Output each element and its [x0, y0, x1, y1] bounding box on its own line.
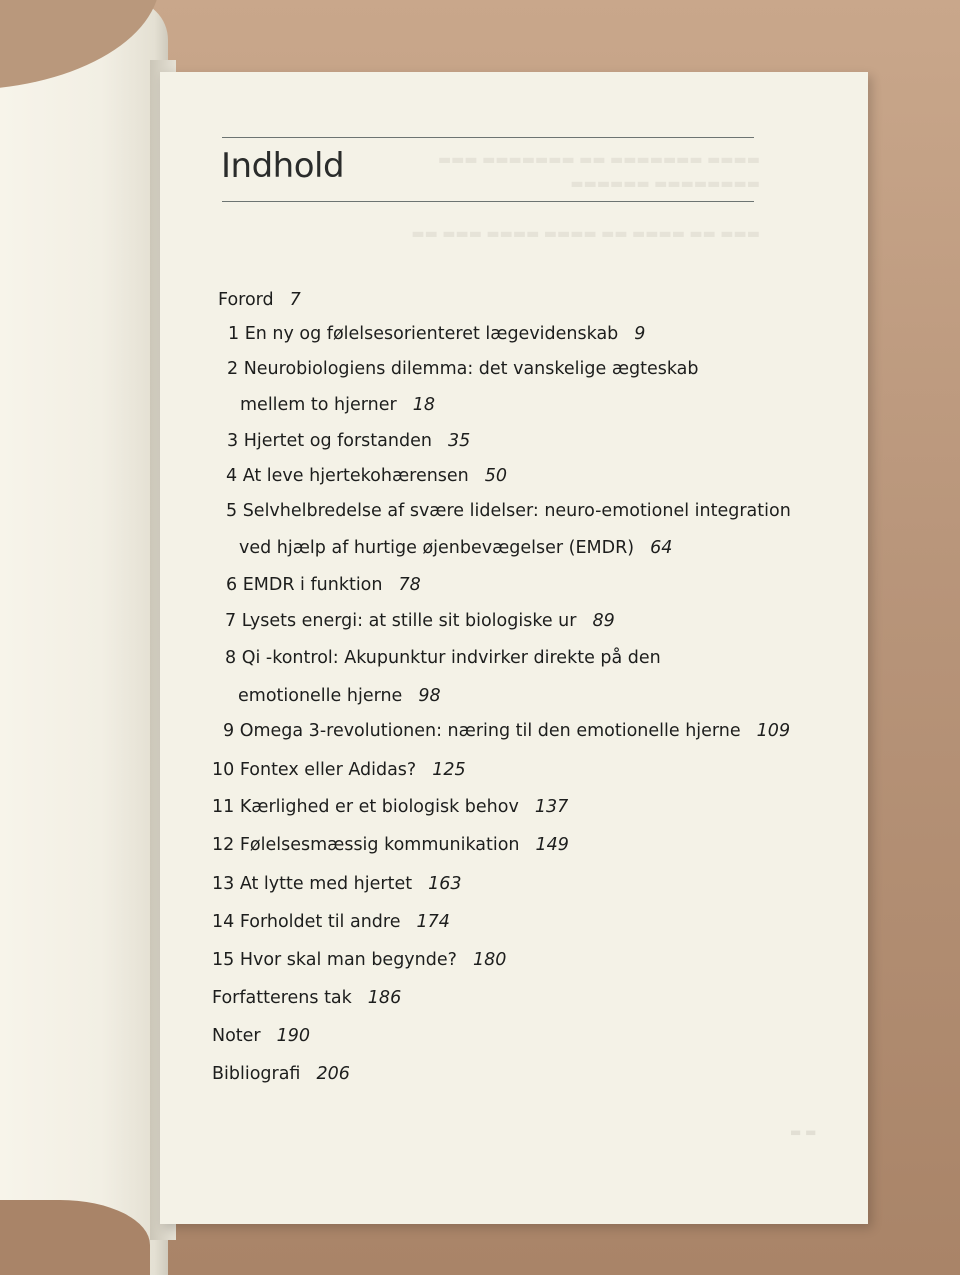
toc-entry [212, 950, 506, 970]
toc-entry-page: 9 [634, 324, 646, 344]
toc-entry-title: 12 Følelsesmæssig kommunikation [212, 835, 520, 855]
show-through-text: ▬▬▬▬▬▬ ▬▬▬▬▬▬▬▬ [570, 176, 760, 192]
toc-entry-title: Forord [218, 290, 274, 310]
toc-entry-title: Forfatterens tak [212, 988, 352, 1008]
toc-entry [212, 1064, 350, 1084]
toc-entry-page: 109 [756, 721, 791, 741]
toc-entry-title: 5 Selvhelbredelse af svære lidelser: neuro-emotionel integration [226, 501, 791, 521]
toc-entry-title: 1 En ny og følelsesorienteret lægevidenskab [228, 324, 619, 344]
toc-entry-title: 13 At lytte med hjertet [212, 874, 413, 894]
toc-entry-title: 14 Forholdet til andre [212, 912, 401, 932]
toc-entry [226, 466, 507, 486]
toc-entry-page: 7 [289, 290, 301, 310]
toc-entry [226, 501, 791, 521]
toc-entry-title: 7 Lysets energi: at stille sit biologiske ur [225, 611, 577, 631]
toc-entry-page: 98 [418, 686, 441, 706]
toc-entry-page: 206 [316, 1064, 350, 1084]
toc-entry [223, 721, 790, 741]
toc-entry-title: 15 Hvor skal man begynde? [212, 950, 457, 970]
toc-entry-title: ved hjælp af hurtige øjenbevægelser (EMDR) [239, 538, 635, 558]
toc-entry-title: mellem to hjerner [240, 395, 397, 415]
toc-entry-title: emotionelle hjerne [238, 686, 403, 706]
toc-entry-title: Bibliografi [212, 1064, 301, 1084]
toc-entry [225, 648, 661, 668]
toc-entry-page: 149 [535, 835, 569, 855]
toc-entry-page: 163 [428, 874, 462, 894]
toc-entry [212, 760, 466, 780]
show-through-text: ▬▬ ▬▬▬ ▬▬▬▬ ▬▬▬▬ ▬▬ ▬▬▬▬ ▬▬ ▬▬▬ [411, 226, 760, 242]
page-title: Indhold [221, 146, 345, 186]
toc-entry-page: 125 [432, 760, 466, 780]
toc-entry-title: 3 Hjertet og forstanden [227, 431, 432, 451]
show-through-folio: ▬ ▬ [790, 1125, 817, 1139]
toc-entry [212, 1026, 310, 1046]
toc-entry-page: 137 [534, 797, 569, 817]
toc-entry-title: 4 At leve hjertekohærensen [226, 466, 469, 486]
toc-entry-page: 18 [412, 395, 435, 415]
toc-entry-page: 174 [416, 912, 450, 932]
toc-entry-page: 180 [472, 950, 507, 970]
toc-entry-page: 78 [398, 575, 421, 595]
toc-entry-title: Noter [212, 1026, 261, 1046]
toc-entry [240, 395, 435, 415]
toc-entry [225, 611, 615, 631]
toc-entry-page: 186 [367, 988, 402, 1008]
toc-entry-title: 2 Neurobiologiens dilemma: det vanskelige ægteskab [227, 359, 699, 379]
toc-entry [239, 538, 672, 558]
toc-entry [228, 324, 645, 344]
show-through-text: ▬▬▬ ▬▬▬▬▬▬▬ ▬▬ ▬▬▬▬▬▬▬ ▬▬▬▬ [437, 152, 760, 168]
toc-entry [212, 835, 569, 855]
toc-entry [226, 575, 421, 595]
toc-entry-page: 35 [447, 431, 471, 451]
toc-entry-page: 64 [650, 538, 673, 558]
toc-entry-title: 10 Fontex eller Adidas? [212, 760, 417, 780]
toc-entry [212, 874, 462, 894]
toc-entry-title: 9 Omega 3-revolutionen: næring til den emotionelle hjerne [223, 721, 741, 741]
toc-entry-title: 11 Kærlighed er et biologisk behov [212, 797, 519, 817]
toc-entry [227, 431, 470, 451]
toc-entry [218, 290, 301, 310]
toc-entry-title: 6 EMDR i funktion [226, 575, 383, 595]
toc-entry [212, 797, 568, 817]
toc-entry [227, 359, 699, 379]
toc-entry-page: 50 [484, 466, 508, 486]
heading-rule-top [222, 137, 754, 138]
toc-entry [212, 988, 401, 1008]
toc-entry [212, 912, 450, 932]
left-page [0, 0, 168, 1275]
heading-rule-bottom [222, 201, 754, 202]
toc-entry-page: 89 [592, 611, 615, 631]
toc-entry-page: 190 [276, 1026, 311, 1046]
toc-entry-title: 8 Qi -kontrol: Akupunktur indvirker direkte på den [225, 648, 661, 668]
toc-entry [238, 686, 441, 706]
